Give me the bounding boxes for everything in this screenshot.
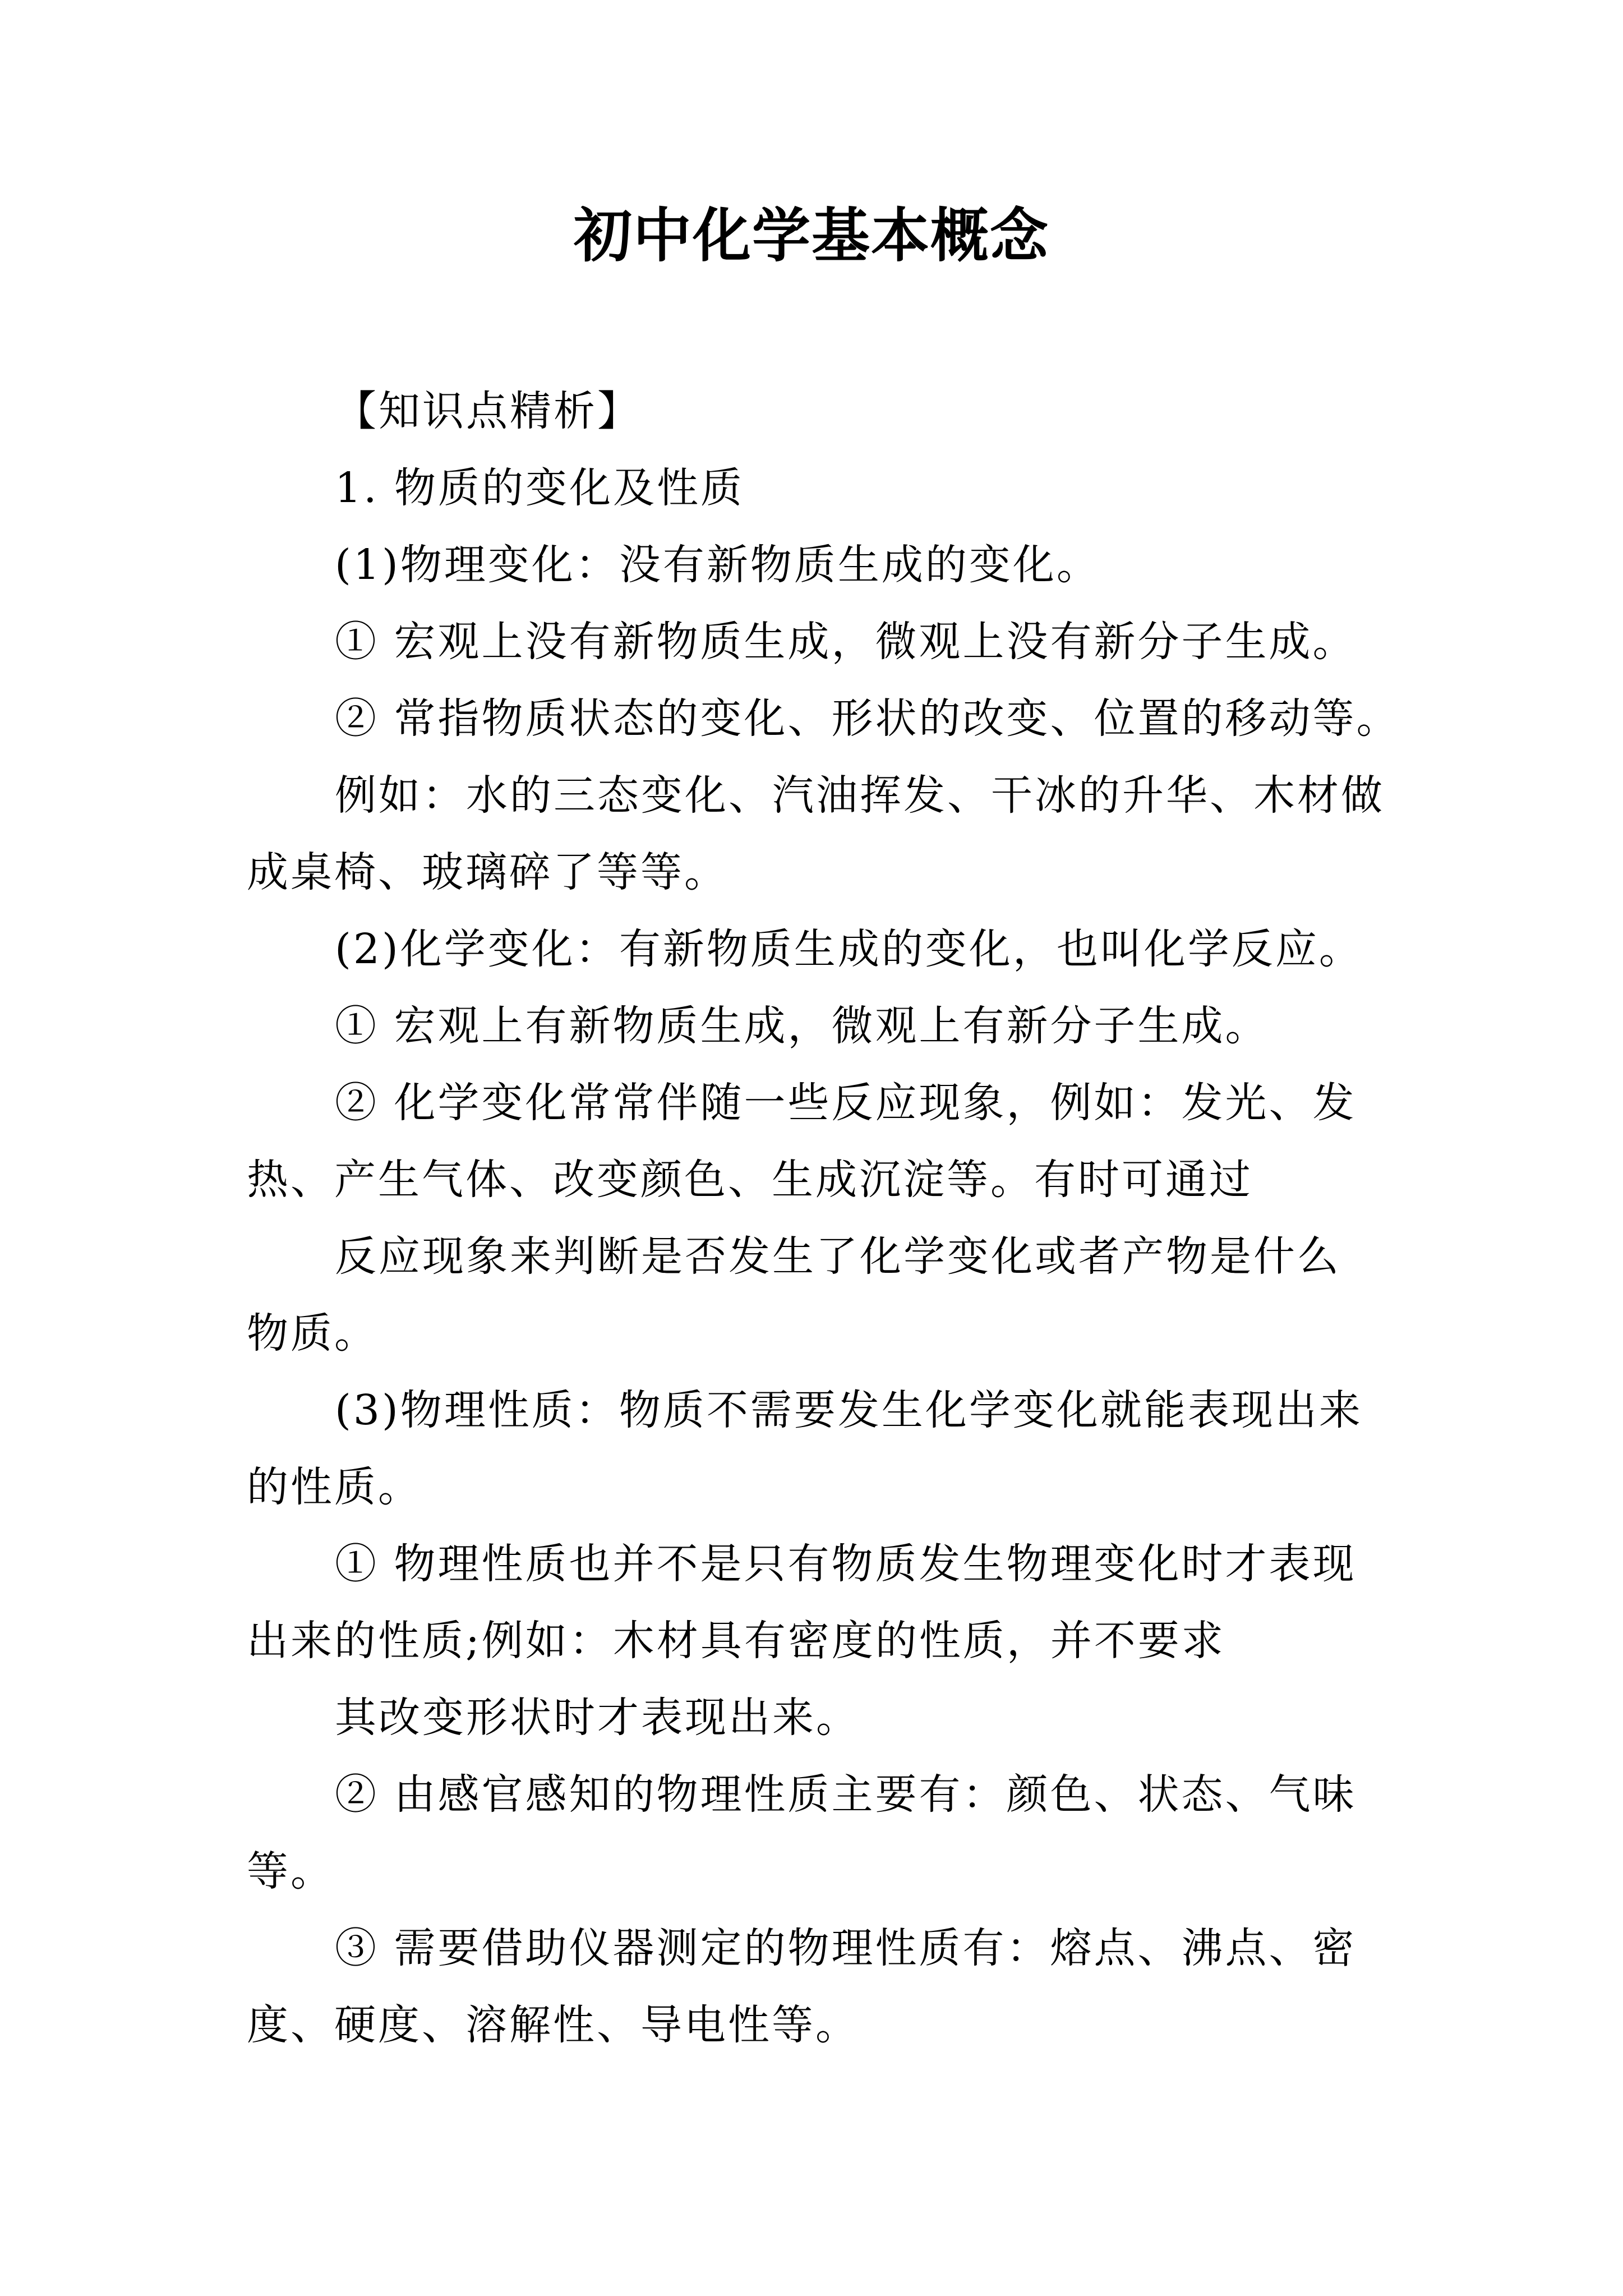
document-title: 初中化学基本概念 <box>573 201 1049 270</box>
section-heading-matter-changes: 1. 物质的变化及性质 <box>335 464 745 512</box>
paragraph-line: ② 化学变化常常伴随一些反应现象，例如：发光、发 <box>335 1079 1357 1127</box>
paragraph-line: 成桌椅、玻璃碎了等等。 <box>247 848 728 896</box>
paragraph-line: ② 常指物质状态的变化、形状的改变、位置的移动等。 <box>335 694 1400 743</box>
paragraph-line: 热、产生气体、改变颜色、生成沉淀等。有时可通过 <box>247 1156 1253 1204</box>
paragraph-line: ① 宏观上有新物质生成，微观上有新分子生成。 <box>335 1002 1269 1050</box>
paragraph-line: 等。 <box>247 1847 334 1895</box>
section-heading-knowledge-points: 【知识点精析】 <box>335 387 641 435</box>
paragraph-line: 度、硬度、溶解性、导电性等。 <box>247 2001 859 2049</box>
paragraph-line: 其改变形状时才表现出来。 <box>335 1694 860 1742</box>
paragraph-line: (3)物理性质：物质不需要发生化学变化就能表现出来 <box>335 1386 1363 1434</box>
paragraph-line: 出来的性质;例如：木材具有密度的性质，并不要求 <box>247 1617 1225 1665</box>
paragraph-line: ② 由感官感知的物理性质主要有：颜色、状态、气味 <box>335 1770 1357 1819</box>
paragraph-line: 反应现象来判断是否发生了化学变化或者产物是什么 <box>335 1232 1341 1281</box>
paragraph-line: (1)物理变化：没有新物质生成的变化。 <box>335 541 1100 589</box>
paragraph-line: 物质。 <box>247 1309 378 1358</box>
paragraph-line: 的性质。 <box>247 1463 422 1511</box>
paragraph-line: ③ 需要借助仪器测定的物理性质有：熔点、沸点、密 <box>335 1924 1357 1972</box>
paragraph-line: ① 宏观上没有新物质生成，微观上没有新分子生成。 <box>335 618 1357 666</box>
paragraph-line: 例如：水的三态变化、汽油挥发、干冰的升华、木材做 <box>335 771 1385 820</box>
paragraph-line: (2)化学变化：有新物质生成的变化，也叫化学反应。 <box>335 925 1363 973</box>
paragraph-line: ① 物理性质也并不是只有物质发生物理变化时才表现 <box>335 1540 1357 1588</box>
